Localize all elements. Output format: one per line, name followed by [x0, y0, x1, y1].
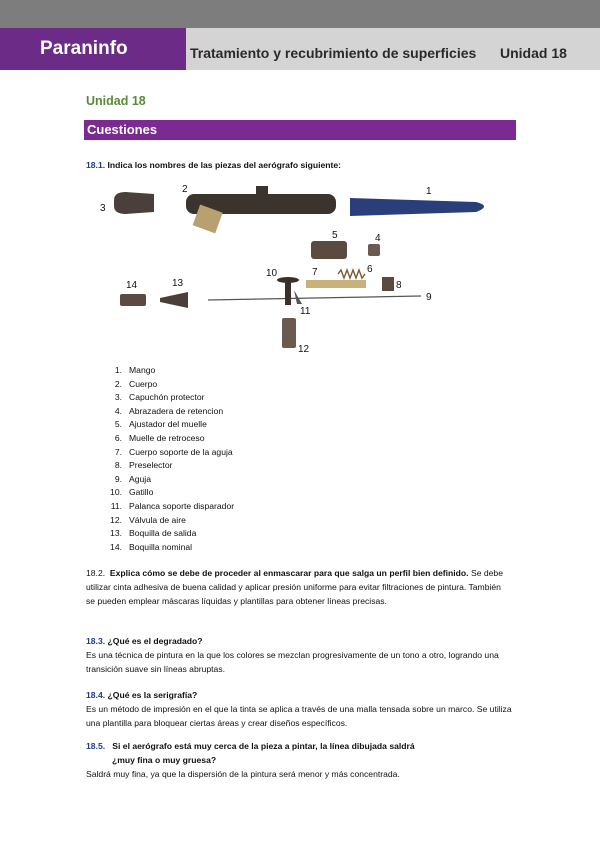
question-text-line1: Si el aerógrafo está muy cerca de la pieza a pintar, la línea dibujada saldrá — [112, 741, 415, 751]
list-item: 2. Cuerpo — [114, 378, 158, 389]
part-nominal-nozzle — [120, 294, 146, 306]
list-item: 4. Abrazadera de retencion — [114, 405, 224, 416]
question-number: 18.1. — [86, 160, 106, 170]
question-18-2 — [86, 566, 506, 608]
list-item: 5. Ajustador del muelle — [114, 419, 207, 430]
list-item: 1. Mango — [114, 365, 156, 375]
list-item: 11. Palanca soporte disparador — [110, 500, 235, 511]
answer-text: Se debe utilizar cinta adhesiva de buena calidad y aplicar presión uniforme para evitar filtraciones de pintura. También se pueden emplear máscaras líquidas y plantillas para obtener líneas precisas. — [86, 568, 503, 606]
question-18-4 — [86, 688, 516, 730]
part-clamp — [368, 244, 380, 256]
part-spring-adjuster — [311, 241, 347, 259]
label-6: 6 — [367, 264, 373, 275]
answer-text: Saldrá muy fina, ya que la dispersión de la pintura será menor y más concentrada. — [86, 769, 400, 779]
question-text: Explica cómo se debe de proceder al enmascarar para que salga un perfil bien definido. — [109, 568, 469, 578]
label-12: 12 — [298, 344, 310, 355]
label-11: 11 — [300, 306, 311, 317]
label-8: 8 — [396, 280, 402, 291]
list-item: 8. Preselector — [114, 460, 173, 471]
list-item: 6. Muelle de retroceso — [114, 432, 205, 443]
answer-text: Es una técnica de pintura en la que los colores se mezclan progresivamente de un tono a otro, logrando una transición suave sin líneas abruptas. — [86, 650, 499, 674]
unit-heading: Unidad 18 — [86, 94, 146, 108]
label-4: 4 — [375, 233, 381, 244]
header-unit: Unidad 18 — [500, 45, 567, 61]
list-item: 10. Gatillo — [110, 487, 154, 498]
label-13: 13 — [172, 278, 184, 289]
question-number: 18.4. — [86, 690, 106, 700]
label-3: 3 — [100, 203, 106, 214]
label-9: 9 — [426, 292, 432, 303]
label-7: 7 — [312, 267, 318, 278]
list-item: 12. Válvula de aire — [110, 514, 186, 525]
question-number: 18.5. — [86, 741, 106, 751]
question-number: 18.3. — [86, 636, 106, 646]
question-number: 18.2. — [86, 568, 106, 578]
list-item: 14. Boquilla nominal — [110, 541, 193, 552]
list-item: 13. Boquilla de salida — [110, 528, 197, 539]
brand-logo: Paraninfo — [0, 28, 186, 70]
question-text: Indica los nombres de las piezas del aerógrafo siguiente: — [105, 160, 342, 170]
part-air-valve — [282, 318, 296, 348]
question-18-1 — [86, 158, 526, 172]
airbrush-exploded-diagram — [96, 178, 501, 358]
label-5: 5 — [332, 230, 338, 241]
question-18-3 — [86, 634, 514, 676]
header-title: Tratamiento y recubrimiento de superficies — [190, 45, 477, 61]
top-gray-band — [0, 0, 600, 28]
list-item: 3. Capuchón protector — [114, 392, 205, 403]
section-title: Cuestiones — [84, 120, 516, 140]
question-text: ¿Qué es el degradado? — [105, 636, 203, 646]
question-text-line2: ¿muy fina o muy gruesa? — [112, 755, 217, 765]
list-item: 9. Aguja — [114, 473, 151, 484]
list-item: 7. Cuerpo soporte de la aguja — [114, 446, 233, 457]
question-text: ¿Qué es la serigrafía? — [105, 690, 198, 700]
part-cap — [114, 192, 154, 214]
part-preselector — [382, 277, 394, 291]
question-18-5 — [86, 739, 526, 781]
parts-list — [104, 364, 234, 554]
label-14: 14 — [126, 280, 138, 291]
label-10: 10 — [266, 268, 278, 279]
label-1: 1 — [426, 186, 432, 197]
answer-text: Es un método de impresión en el que la tinta se aplica a través de una malla tensada sobre un marco. Se utiliza una plantilla para bloquear ciertas áreas y crear diseños específicos. — [86, 704, 512, 728]
part-needle-holder — [306, 280, 366, 288]
label-2: 2 — [182, 184, 188, 195]
